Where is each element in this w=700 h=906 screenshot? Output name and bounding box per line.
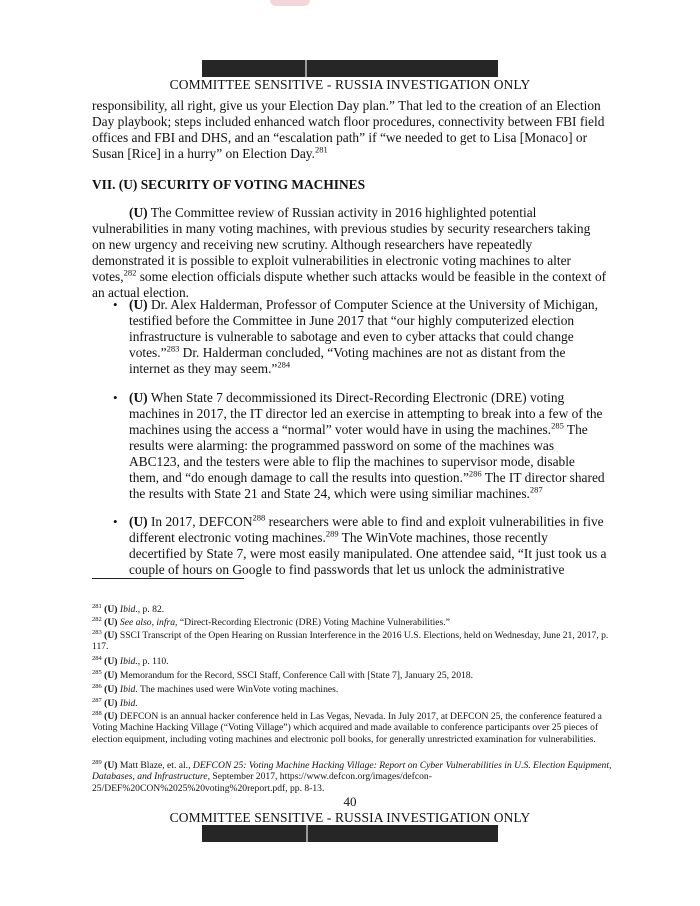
footnote (92, 698, 612, 709)
footnote-text: Matt Blaze, et. al., (117, 760, 193, 771)
footnote-text: The machines used were WinVote voting machines. (137, 684, 339, 695)
bullet-icon: • (113, 297, 118, 312)
continuation-paragraph (92, 98, 607, 162)
footnote-number: 289 (92, 758, 102, 766)
footnote-text: , September 2017, https://www.defcon.org/images/defcon-25/DEF%20CON%2025%20voting%20report.pdf, pp. 8-13. (92, 771, 432, 794)
footnote (92, 711, 612, 745)
bullet-text: The results were alarming: the programmed password on some of the machines was ABC123, and the testers were able to flip the machines to supervisor mode, disable them, and “do enough damage to call the results into question.” (129, 422, 588, 485)
footnote-ref: 286 (468, 468, 482, 479)
footnote-text: , p. 110. (137, 656, 169, 667)
footnote-number: 283 (92, 628, 102, 636)
footnote (92, 760, 612, 794)
footnote (92, 670, 612, 681)
footnote-italic: Ibid. (119, 698, 138, 709)
footnote-ref: 287 (529, 484, 543, 495)
footnote-ref: 284 (277, 359, 291, 370)
classification-banner-bottom: COMMITTEE SENSITIVE - RUSSIA INVESTIGATION ONLY (169, 810, 531, 825)
bullet-text: In 2017, DEFCON (147, 514, 253, 529)
footnote (92, 617, 612, 628)
bullet-item (129, 514, 607, 578)
classification-label: (U) (129, 390, 148, 405)
intro-text: some election officials dispute whether such attacks would be feasible in the context of an actual election. (92, 269, 607, 300)
classification-label: (U) (104, 630, 118, 641)
classification-banner-top: COMMITTEE SENSITIVE - RUSSIA INVESTIGATION ONLY (169, 77, 531, 92)
bullet-text: The IT director shared the results with State 21 and State 24, which were using similiar machines. (129, 470, 605, 501)
classification-label: (U) (104, 684, 118, 695)
bullet-item (129, 297, 607, 377)
footnote-ref: 285 (551, 420, 564, 431)
bullet-text: The WinVote machines, those recently decertified by State 7, were most easily manipulated. One attendee said, “It just took us a couple of hours on Google to find passwords that let us unlock the administrative (129, 530, 607, 577)
footnote-ref: 281 (315, 144, 328, 155)
footnote (92, 630, 612, 653)
classification-label: (U) (104, 617, 118, 628)
footnote (92, 684, 612, 695)
footnote-ref: 283 (166, 343, 180, 354)
footnote-ref: 282 (123, 267, 137, 278)
classification-label: (U) (129, 297, 148, 312)
footnote (92, 656, 612, 667)
page-smudge (270, 0, 310, 6)
footnote-text: , p. 82. (137, 604, 165, 615)
classification-label: (U) (129, 514, 148, 529)
footnote-italic: Ibid. (119, 684, 138, 695)
continuation-text: responsibility, all right, give us your Election Day plan.” That led to the creation of an Election Day playbook; steps included enhanced watch floor procedures, connectivity between FBI field offices and FBI and DHS, and an “escalation path” if “we needed to get to Lisa [Monaco] or Susan [Rice] in a hurry” on Election Day. (92, 98, 605, 161)
footnote-divider (92, 578, 244, 579)
footnote-text: “Direct-Recording Electronic (DRE) Voting Machine Vulnerabilities.” (177, 617, 450, 628)
footnote-number: 282 (92, 615, 102, 623)
footnote-italic: Ibid. (119, 656, 138, 667)
bullet-item (129, 390, 607, 502)
classification-label: (U) (104, 760, 118, 771)
footnote-ref: 289 (325, 528, 339, 539)
footnote-italic: See also, infra, (119, 617, 178, 628)
bullet-text: When State 7 decommissioned its Direct-Recording Electronic (DRE) voting machines in 2017, the IT director led an exercise in attempting to break into a few of the machines using the access a “normal” voter would have in using the machines. (129, 390, 603, 437)
classification-label: (U) (104, 656, 118, 667)
classification-label: (U) (104, 698, 118, 709)
footnote-text: Memorandum for the Record, SSCI Staff, Conference Call with [State 7], January 25, 2018. (117, 670, 474, 681)
footnote (92, 604, 612, 615)
bullet-icon: • (113, 514, 118, 529)
footnote-text: DEFCON is an annual hacker conference held in Las Vegas, Nevada. In July 2017, at DEFCON 25, the conference featured a Voting Machine Hacking Village (“Voting Village”) which acquired and made available to conference participants over 25 pieces of election equipment, including voting machines and electronic poll books, for generally unrestricted examination for vulnerabilities. (92, 711, 602, 745)
footnote-text: SSCI Transcript of the Open Hearing on Russian Interference in the 2016 U.S. Elections, held on Wednesday, June 21, 2017, p. 117. (92, 630, 609, 653)
footnote-ref: 288 (252, 512, 266, 523)
footnote-number: 287 (92, 696, 102, 704)
page-number: 40 (343, 794, 357, 809)
bullet-text: Dr. Halderman concluded, “Voting machines are not as distant from the internet as they may seem.” (129, 345, 566, 376)
footnote-italic: DEFCON 25: Voting Machine Hacking Village: Report on Cyber Vulnerabilities in U.S. Election Equipment, Databases, and Infrastructure (92, 760, 612, 783)
footnote-number: 285 (92, 668, 102, 676)
footnote-number: 281 (92, 602, 102, 610)
bullet-icon: • (113, 390, 118, 405)
footnote-number: 288 (92, 709, 102, 717)
intro-paragraph (92, 205, 607, 301)
intro-text: The Committee review of Russian activity in 2016 highlighted potential vulnerabilities in many voting machines, with previous studies by security researchers taking on new urgency and receiving new scrutiny. Although researchers have repeatedly demonstrated it is possible to exploit vulnerabilities in electronic voting machines to alter votes, (92, 205, 591, 284)
section-heading: VII. (U) SECURITY OF VOTING MACHINES (92, 177, 366, 192)
redaction-bar-top (202, 60, 498, 77)
redaction-bar-bottom (202, 825, 498, 842)
bullet-text: Dr. Alex Halderman, Professor of Computer Science at the University of Michigan, testified before the Committee in June 2017 that “our highly computerized election infrastructure is vulnerable to sabotage and even to cyber attacks that could change votes.” (129, 297, 598, 360)
classification-label: (U) (104, 604, 118, 615)
classification-label: (U) (104, 670, 118, 681)
footnote-number: 286 (92, 682, 102, 690)
bullet-text: researchers were able to find and exploit vulnerabilities in five different electronic voting machines. (129, 514, 604, 545)
footnote-italic: Ibid. (119, 604, 138, 615)
classification-label: (U) (104, 711, 118, 722)
footnote-number: 284 (92, 654, 102, 662)
classification-label: (U) (129, 205, 148, 220)
